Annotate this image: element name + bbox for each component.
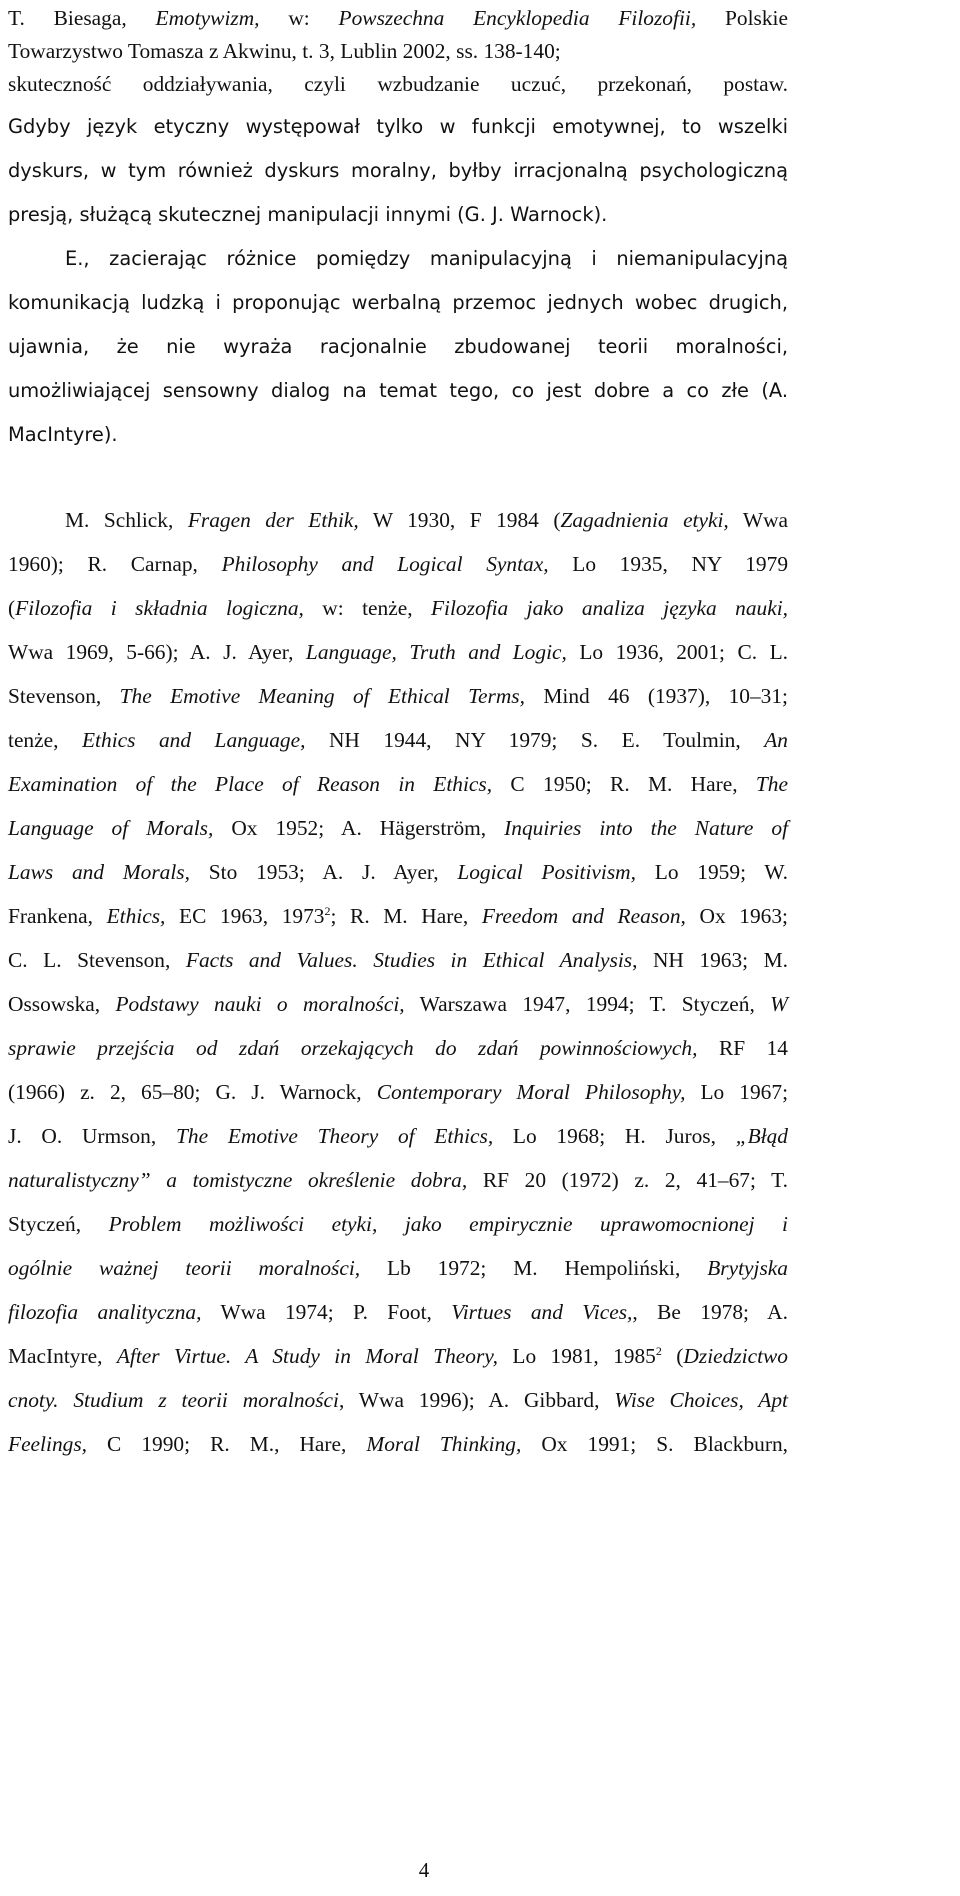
text-line xyxy=(8,74,788,95)
text-segment: Warszawa 1947, 1994; T. Styczeń, xyxy=(404,992,771,1016)
text-line xyxy=(8,642,788,663)
text-line xyxy=(8,1126,788,1147)
italic-text: „Błąd xyxy=(735,1124,788,1148)
text-line xyxy=(8,1434,788,1455)
text-segment: Styczeń, xyxy=(8,1212,109,1236)
italic-text: Virtues and Vices, xyxy=(451,1300,633,1324)
page-number: 4 xyxy=(418,1858,430,1882)
text-segment: Lo 1936, 2001; C. L. xyxy=(566,640,788,664)
text-segment: M. Schlick, xyxy=(65,508,188,532)
text-segment: MacIntyre, xyxy=(8,1344,117,1368)
italic-text: Ethics and Language, xyxy=(81,728,306,752)
text-segment: NH 1944, NY 1979; S. E. Toulmin, xyxy=(305,728,765,752)
text-line xyxy=(8,161,788,180)
text-line xyxy=(8,862,788,883)
text-segment: Polskie xyxy=(696,6,788,30)
italic-text: cnoty. Studium z teorii moralności xyxy=(8,1388,339,1412)
text-segment: ujawnia, że nie wyraża racjonalnie zbudowanej teorii moralności, xyxy=(8,335,788,358)
text-segment: Ox 1963; xyxy=(685,904,788,928)
italic-text: Moral Thinking, xyxy=(366,1432,522,1456)
text-line xyxy=(8,425,788,444)
text-segment: J. O. Urmson, xyxy=(8,1124,176,1148)
text-segment: E., zacierając różnice pomiędzy manipulacyjną i niemanipulacyjną xyxy=(65,247,788,270)
text-segment: w: tenże, xyxy=(303,596,431,620)
italic-text: The xyxy=(755,772,788,796)
text-line xyxy=(8,117,788,136)
text-segment: presją, służącą skutecznej manipulacji innymi (G. J. Warnock). xyxy=(8,203,608,226)
text-segment: w: xyxy=(259,6,339,30)
text-line xyxy=(8,1082,788,1103)
italic-text: Examination of the Place of Reason in Ethics, xyxy=(8,772,493,796)
italic-text: Fragen der Ethik, xyxy=(187,508,359,532)
italic-text: Facts and Values. Studies in Ethical Analysis xyxy=(185,948,633,972)
text-segment: T. Biesaga, xyxy=(8,6,156,30)
italic-text: Filozofia i składnia logiczna, xyxy=(15,596,304,620)
text-line xyxy=(8,598,788,619)
text-line xyxy=(8,906,788,927)
italic-text: Philosophy and Logical Syntax, xyxy=(221,552,549,576)
text-segment: , Wwa 1996); A. Gibbard, xyxy=(338,1388,615,1412)
italic-text: The Emotive Theory of Ethics, xyxy=(175,1124,494,1148)
text-segment: tenże, xyxy=(8,728,82,752)
text-segment: Ox 1991; S. Blackburn, xyxy=(521,1432,788,1456)
text-segment: Wwa xyxy=(728,508,789,532)
italic-text: ogólnie ważnej teorii moralności, xyxy=(8,1256,361,1280)
italic-text: Powszechna Encyklopedia Filozofii, xyxy=(338,6,697,30)
italic-text: Language of Morals, xyxy=(8,816,214,840)
text-segment: Ossowska, xyxy=(8,992,116,1016)
text-segment: Lb 1972; M. Hempoliński, xyxy=(360,1256,708,1280)
text-segment: Lo 1959; W. xyxy=(635,860,788,884)
text-segment: RF 14 xyxy=(697,1036,789,1060)
italic-text: Filozofia jako analiza języka nauki, xyxy=(430,596,788,620)
text-segment: C 1990; R. M., Hare, xyxy=(87,1432,367,1456)
italic-text: Freedom and Reason, xyxy=(481,904,686,928)
text-line xyxy=(8,994,788,1015)
text-segment: W 1930, F 1984 ( xyxy=(358,508,561,532)
text-segment: ( xyxy=(8,596,16,620)
text-segment: umożliwiającej sensowny dialog na temat tego, co jest dobre a co złe (A. xyxy=(8,379,788,402)
italic-text: Dziedzictwo xyxy=(683,1344,788,1368)
text-line xyxy=(8,1214,788,1235)
text-line xyxy=(8,1258,788,1279)
text-line xyxy=(8,774,788,795)
text-line xyxy=(8,730,788,751)
italic-text: Contemporary Moral Philosophy, xyxy=(376,1080,686,1104)
text-segment: komunikacją ludzką i proponując werbalną przemoc jednych wobec drugich, xyxy=(8,291,788,314)
text-segment: 1960); R. Carnap, xyxy=(8,552,222,576)
italic-text: sprawie przejścia od zdań orzekających do zdań powinnościowych, xyxy=(8,1036,698,1060)
text-segment: , NH 1963; M. xyxy=(632,948,788,972)
italic-text: Wise Choices, Apt xyxy=(614,1388,788,1412)
text-segment: Frankena, xyxy=(8,904,107,928)
superscript: 2 xyxy=(655,1344,662,1358)
text-segment: Gdyby język etyczny występował tylko w funkcji emotywnej, to wszelki xyxy=(8,115,788,138)
text-line xyxy=(8,337,788,356)
text-segment: Wwa 1969, 5-66); A. J. Ayer, xyxy=(8,640,306,664)
text-segment: Lo 1981, 1985 xyxy=(497,1344,656,1368)
text-segment: Wwa 1974; P. Foot, xyxy=(201,1300,452,1324)
text-line xyxy=(8,293,788,312)
italic-text: Language, Truth and Logic, xyxy=(305,640,567,664)
text-segment: C. L. Stevenson, xyxy=(8,948,186,972)
text-segment: Towarzystwo Tomasza z Akwinu, t. 3, Lublin 2002, ss. 138-140; xyxy=(8,39,561,63)
text-line xyxy=(8,818,788,839)
text-segment: (1966) z. 2, 65–80; G. J. Warnock, xyxy=(8,1080,377,1104)
text-segment: EC 1963, 1973 xyxy=(165,904,325,928)
italic-text: Ethics, xyxy=(106,904,166,928)
text-line xyxy=(8,381,788,400)
text-segment: skuteczność oddziaływania, czyli wzbudzanie uczuć, przekonań, postaw. xyxy=(8,72,788,96)
text-segment: RF 20 (1972) z. 2, 41–67; T. xyxy=(467,1168,789,1192)
italic-text: Brytyjska xyxy=(707,1256,788,1280)
text-line xyxy=(8,1390,788,1411)
text-segment: ( xyxy=(661,1344,684,1368)
text-segment: MacIntyre). xyxy=(8,423,118,446)
italic-text: Logical Positivism, xyxy=(457,860,636,884)
text-line xyxy=(8,686,788,707)
italic-text: Problem możliwości etyki, jako empirycznie uprawomocnionej i xyxy=(108,1212,788,1236)
italic-text: W xyxy=(770,992,788,1016)
text-segment: dyskurs, w tym również dyskurs moralny, byłby irracjonalną psychologiczną xyxy=(8,159,788,182)
text-segment: Mind 46 (1937), 10–31; xyxy=(524,684,788,708)
italic-text: naturalistyczny” a tomistyczne określenie dobra, xyxy=(8,1168,468,1192)
italic-text: Feelings, xyxy=(8,1432,88,1456)
italic-text: Zagadnienia etyki, xyxy=(560,508,729,532)
text-segment: Stevenson, xyxy=(8,684,120,708)
text-line xyxy=(65,249,788,268)
text-segment: Ox 1952; A. Hägerström, xyxy=(213,816,505,840)
text-line xyxy=(65,510,788,531)
text-line xyxy=(8,1170,788,1191)
text-line xyxy=(8,554,788,575)
text-line xyxy=(8,8,788,29)
text-line xyxy=(8,41,788,62)
text-line xyxy=(8,205,788,224)
text-segment: Sto 1953; A. J. Ayer, xyxy=(189,860,458,884)
text-line xyxy=(8,950,788,971)
text-segment: ; R. M. Hare, xyxy=(330,904,482,928)
italic-text: Inquiries into the Nature of xyxy=(504,816,789,840)
text-segment: Lo 1935, NY 1979 xyxy=(548,552,789,576)
italic-text: After Virtue. A Study in Moral Theory, xyxy=(116,1344,498,1368)
text-line xyxy=(8,1302,788,1323)
text-segment: Lo 1967; xyxy=(685,1080,789,1104)
text-segment: Lo 1968; H. Juros, xyxy=(493,1124,736,1148)
italic-text: Podstawy nauki o moralności, xyxy=(115,992,405,1016)
superscript: 2 xyxy=(324,904,331,918)
italic-text: filozofia analityczna, xyxy=(8,1300,202,1324)
italic-text: Laws and Morals, xyxy=(8,860,190,884)
text-segment: , Be 1978; A. xyxy=(632,1300,788,1324)
italic-text: The Emotive Meaning of Ethical Terms, xyxy=(119,684,525,708)
text-segment: C 1950; R. M. Hare, xyxy=(492,772,756,796)
italic-text: An xyxy=(764,728,788,752)
text-line xyxy=(8,1346,788,1367)
italic-text: Emotywizm, xyxy=(155,6,260,30)
text-line xyxy=(8,1038,788,1059)
